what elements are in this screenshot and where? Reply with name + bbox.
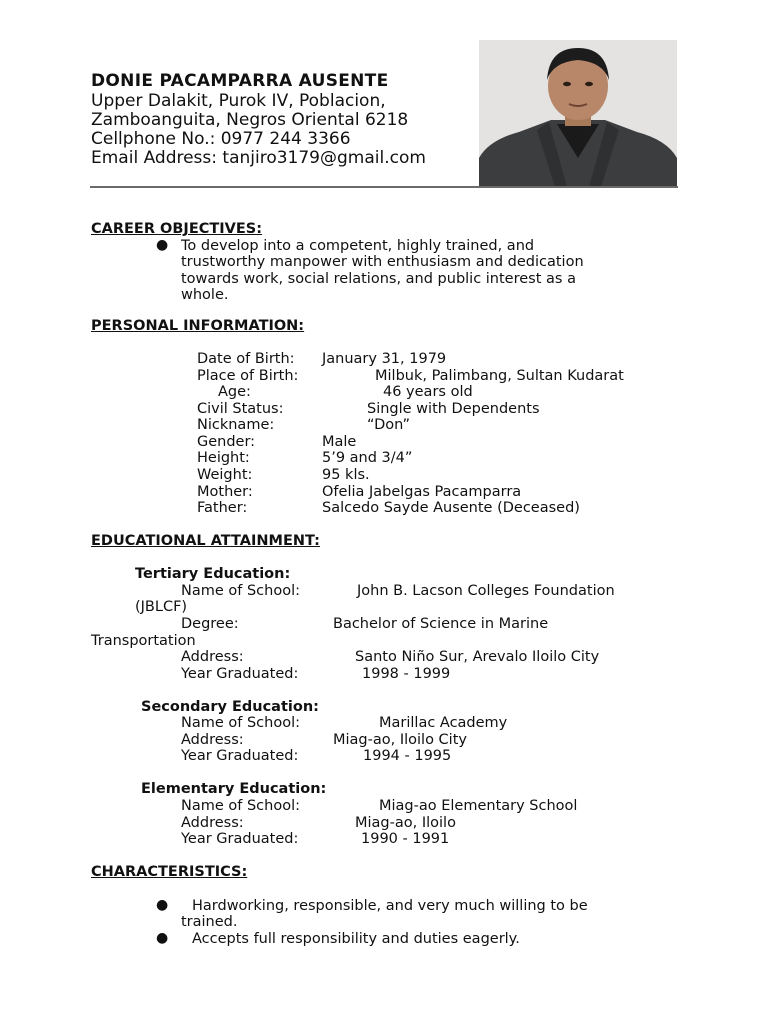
- dob-value: January 31, 1979: [322, 351, 447, 367]
- career-objectives-heading: CAREER OBJECTIVES:: [91, 221, 263, 237]
- dob-label: Date of Birth:: [197, 351, 295, 367]
- tertiary-school-label: Name of School:: [181, 583, 300, 599]
- address-line-1: Upper Dalakit, Purok IV, Poblacion,: [91, 91, 386, 111]
- tertiary-school-cont: (JBLCF): [135, 599, 188, 615]
- father-value: Salcedo Sayde Ausente (Deceased): [322, 500, 580, 516]
- header-divider: [90, 186, 678, 188]
- tertiary-year-label: Year Graduated:: [181, 666, 299, 682]
- tertiary-title: Tertiary Education:: [135, 566, 291, 582]
- height-value: 5’9 and 3/4”: [322, 450, 413, 466]
- elementary-year-label: Year Graduated:: [181, 831, 299, 847]
- career-line-4: whole.: [181, 287, 229, 303]
- father-label: Father:: [197, 500, 248, 516]
- nickname-label: Nickname:: [197, 417, 275, 433]
- bullet-icon: ●: [156, 897, 169, 913]
- person-photo-illustration: [479, 40, 677, 187]
- pob-label: Place of Birth:: [197, 368, 299, 384]
- address-line-2: Zamboanguita, Negros Oriental 6218: [91, 110, 409, 130]
- career-line-3: towards work, social relations, and public interest as a: [181, 271, 576, 287]
- tertiary-school: John B. Lacson Colleges Foundation: [357, 583, 615, 599]
- tertiary-degree: Bachelor of Science in Marine: [333, 616, 549, 632]
- characteristic-1-line-2: trained.: [181, 914, 238, 930]
- characteristic-2-line-1: Accepts full responsibility and duties eagerly.: [192, 931, 520, 947]
- elementary-school-label: Name of School:: [181, 798, 300, 814]
- civil-status-value: Single with Dependents: [367, 401, 540, 417]
- profile-photo: [479, 40, 677, 187]
- pob-value: Milbuk, Palimbang, Sultan Kudarat: [375, 368, 624, 384]
- email-address: Email Address: tanjiro3179@gmail.com: [91, 148, 426, 168]
- elementary-title: Elementary Education:: [141, 781, 327, 797]
- elementary-address: Miag-ao, Iloilo: [355, 815, 456, 831]
- personal-info-heading: PERSONAL INFORMATION:: [91, 318, 305, 334]
- weight-label: Weight:: [197, 467, 253, 483]
- mother-value: Ofelia Jabelgas Pacamparra: [322, 484, 522, 500]
- secondary-school: Marillac Academy: [379, 715, 508, 731]
- gender-label: Gender:: [197, 434, 256, 450]
- mother-label: Mother:: [197, 484, 253, 500]
- secondary-title: Secondary Education:: [141, 699, 319, 715]
- tertiary-degree-label: Degree:: [181, 616, 239, 632]
- elementary-year: 1990 - 1991: [361, 831, 450, 847]
- nickname-value: “Don”: [367, 417, 411, 433]
- tertiary-address: Santo Niño Sur, Arevalo Iloilo City: [355, 649, 600, 665]
- secondary-school-label: Name of School:: [181, 715, 300, 731]
- career-line-1: To develop into a competent, highly trained, and: [181, 238, 535, 254]
- age-value: 46 years old: [383, 384, 473, 400]
- candidate-name: DONIE PACAMPARRA AUSENTE: [91, 71, 389, 91]
- elementary-address-label: Address:: [181, 815, 244, 831]
- tertiary-year: 1998 - 1999: [362, 666, 451, 682]
- height-label: Height:: [197, 450, 250, 466]
- tertiary-address-label: Address:: [181, 649, 244, 665]
- characteristic-1-line-1: Hardworking, responsible, and very much willing to be: [192, 898, 588, 914]
- secondary-year-label: Year Graduated:: [181, 748, 299, 764]
- bullet-icon: ●: [156, 930, 169, 946]
- weight-value: 95 kls.: [322, 467, 370, 483]
- education-heading: EDUCATIONAL ATTAINMENT:: [91, 533, 320, 549]
- secondary-year: 1994 - 1995: [363, 748, 452, 764]
- bullet-icon: ●: [156, 237, 169, 253]
- secondary-address-label: Address:: [181, 732, 244, 748]
- secondary-address: Miag-ao, Iloilo City: [333, 732, 467, 748]
- tertiary-degree-cont: Transportation: [91, 633, 196, 649]
- career-line-2: trustworthy manpower with enthusiasm and dedication: [181, 254, 584, 270]
- phone-number: Cellphone No.: 0977 244 3366: [91, 129, 351, 149]
- gender-value: Male: [322, 434, 357, 450]
- age-label: Age:: [218, 384, 251, 400]
- characteristics-heading: CHARACTERISTICS:: [91, 864, 248, 880]
- elementary-school: Miag-ao Elementary School: [379, 798, 578, 814]
- civil-status-label: Civil Status:: [197, 401, 284, 417]
